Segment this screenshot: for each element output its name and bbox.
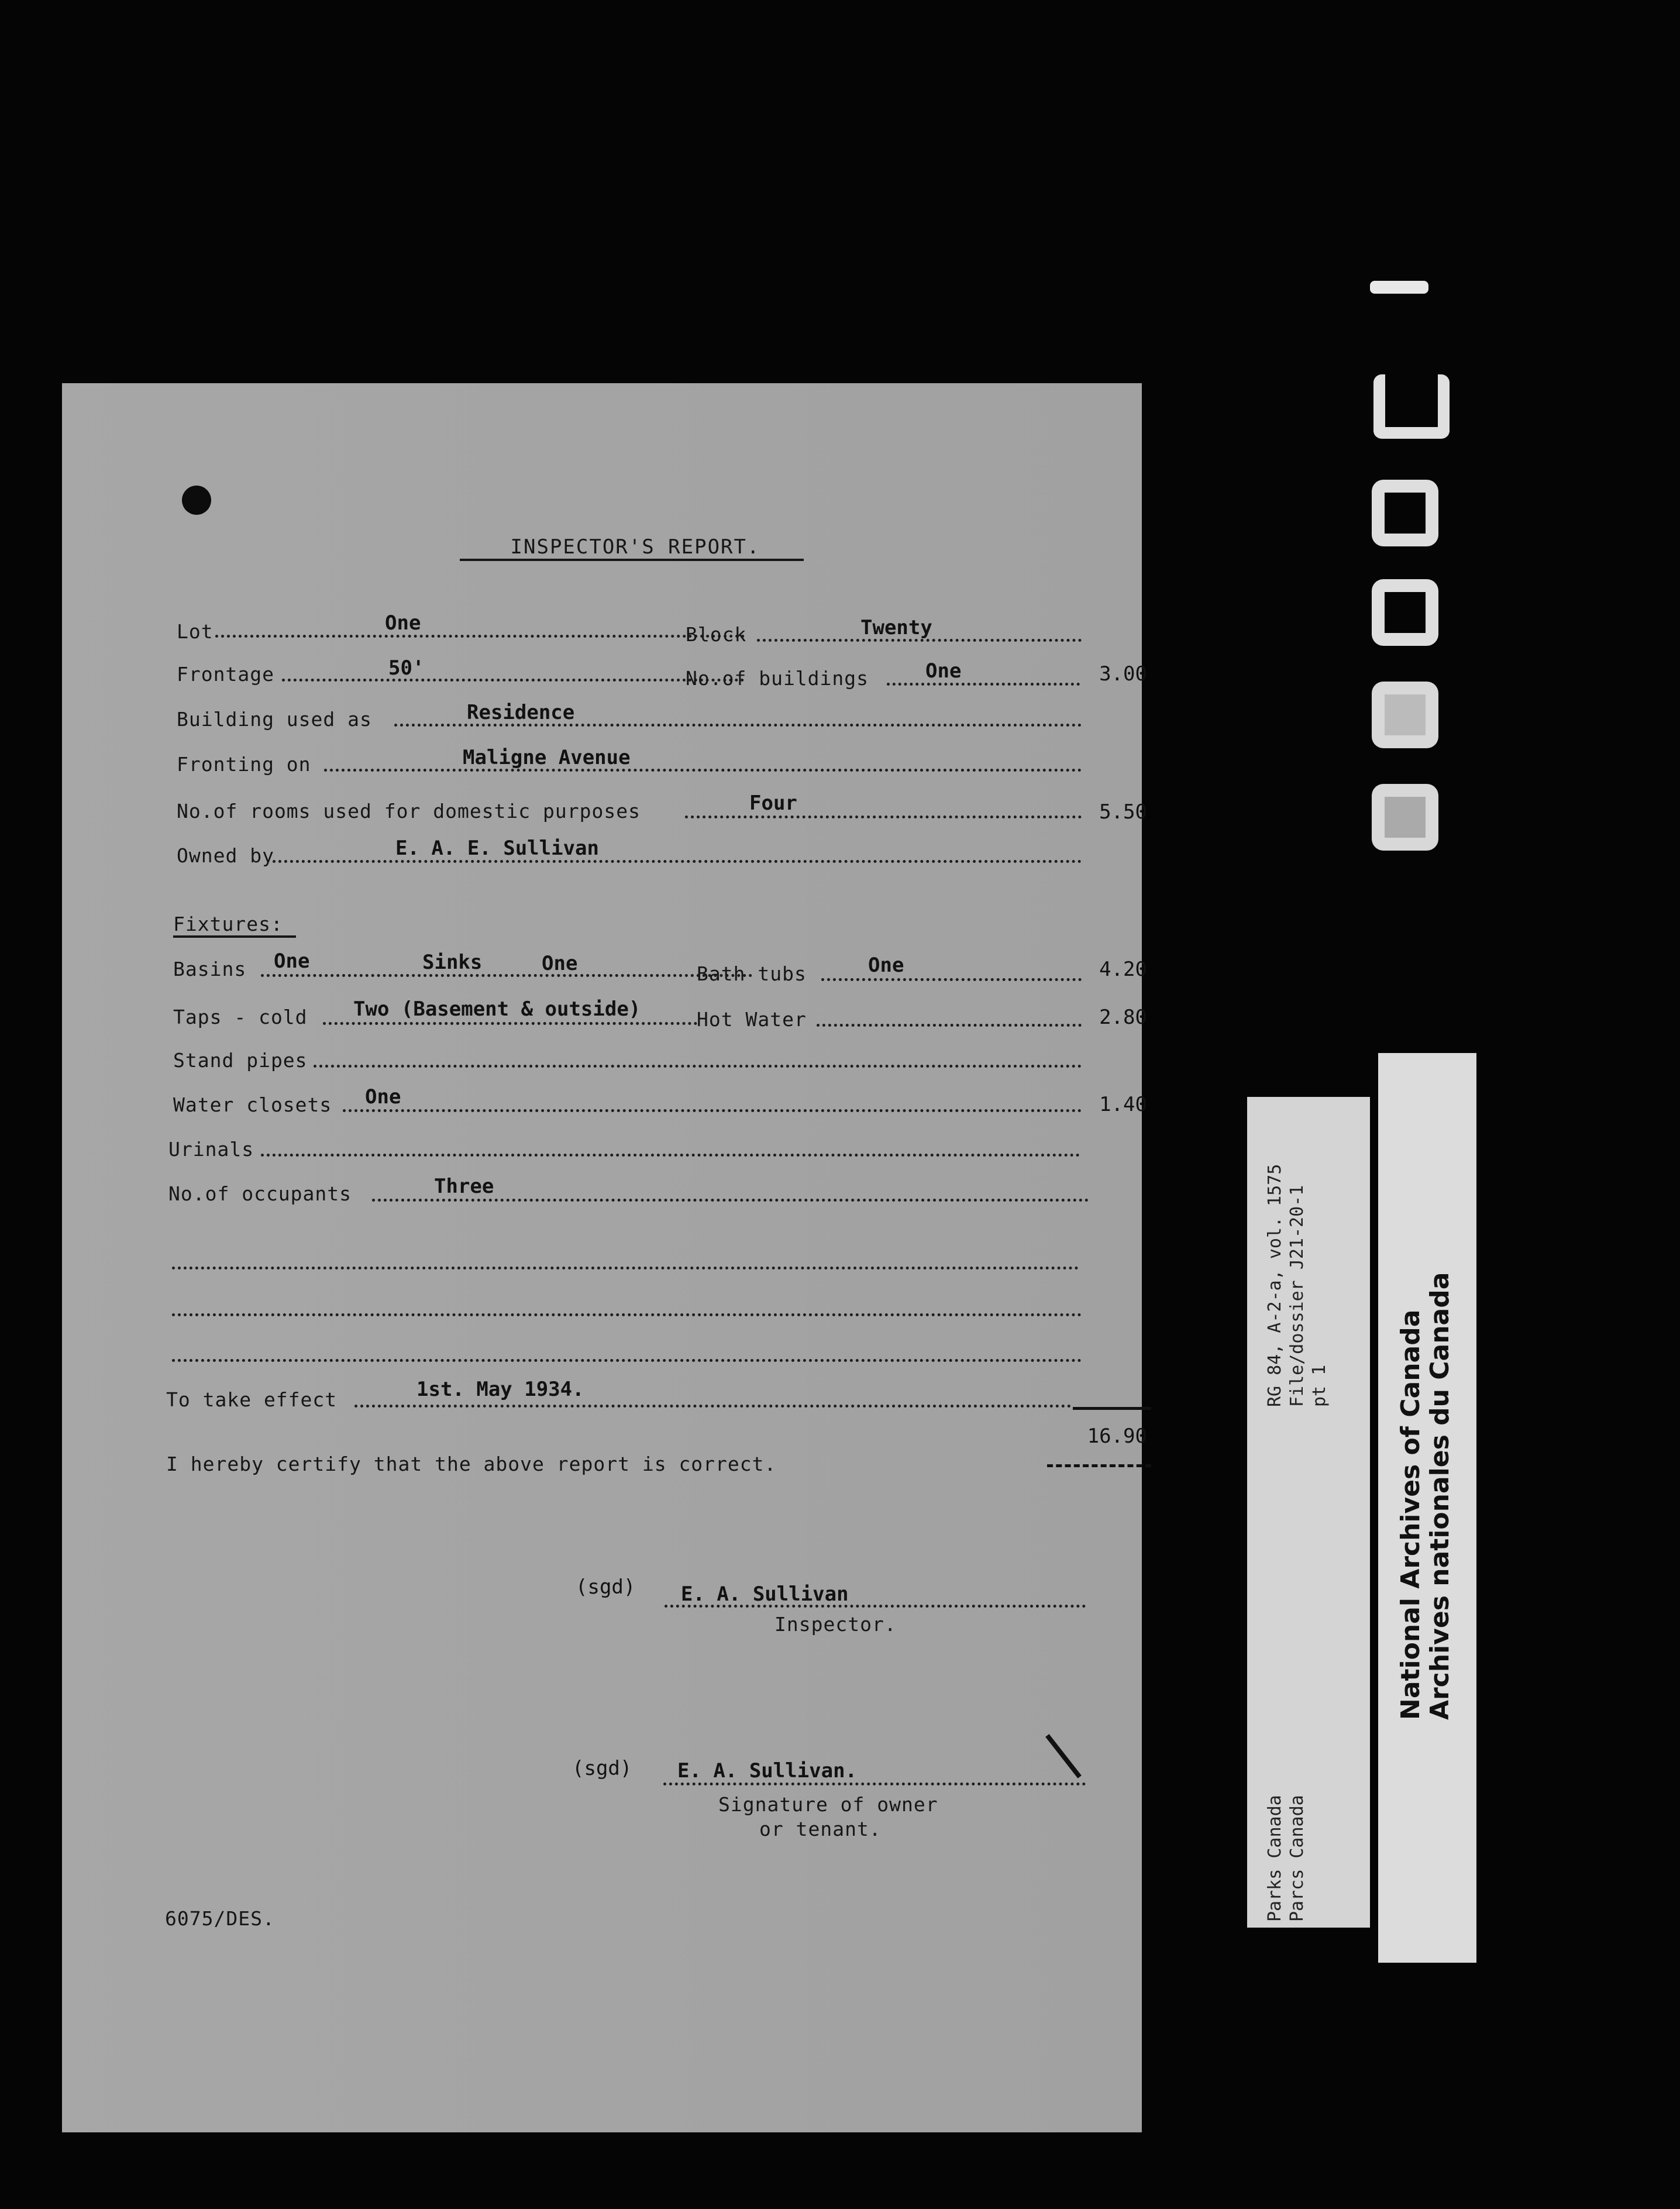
used-as-value: Residence xyxy=(467,701,575,724)
owner-signature-name: E. A. Sullivan. xyxy=(677,1759,858,1783)
sgd-marker-inspector: (sgd) xyxy=(576,1575,636,1599)
total-amount: 16.90 xyxy=(1087,1425,1147,1448)
blank-line xyxy=(172,1313,1082,1316)
total-double-dash xyxy=(1047,1464,1151,1467)
film-digit-0 xyxy=(1372,784,1438,851)
stand-pipes-leader xyxy=(314,1065,1082,1068)
urinals-label: Urinals xyxy=(168,1138,254,1161)
blank-line xyxy=(172,1267,1079,1269)
basins-leader xyxy=(261,974,752,977)
inspector-signature-name: E. A. Sullivan xyxy=(681,1582,849,1606)
reference-line-1: RG 84, A-2-a, vol. 1575 xyxy=(1265,1164,1285,1407)
hot-water-label: Hot Water xyxy=(697,1008,807,1031)
basins-value: One xyxy=(274,949,310,973)
frontage-leader xyxy=(282,679,744,682)
sinks-value: One xyxy=(542,952,578,975)
reference-line-3: pt 1 xyxy=(1309,1364,1330,1407)
bathtubs-value: One xyxy=(868,954,904,977)
owned-value: E. A. E. Sullivan xyxy=(395,837,599,860)
archive-name-line-2: Archives nationales du Canada xyxy=(1425,1272,1455,1720)
bathtubs-amount: 4.20 xyxy=(1099,958,1147,981)
form-code: 6075/DES. xyxy=(165,1907,275,1930)
buildings-label: No.of buildings xyxy=(686,667,869,690)
lot-value: One xyxy=(385,611,421,635)
effect-leader xyxy=(354,1405,1071,1408)
stand-pipes-label: Stand pipes xyxy=(173,1049,308,1072)
title-underline xyxy=(460,559,804,561)
taps-leader xyxy=(323,1022,697,1025)
hot-water-amount: 2.80 xyxy=(1099,1006,1147,1029)
basins-label: Basins xyxy=(173,958,247,980)
block-label: Block xyxy=(686,623,747,646)
owner-signature-line xyxy=(663,1783,1086,1785)
inspector-report-card xyxy=(62,383,1147,2132)
water-closets-amount: 1.40 xyxy=(1099,1093,1147,1116)
buildings-leader xyxy=(887,683,1080,686)
effect-label: To take effect xyxy=(166,1388,338,1411)
block-value: Twenty xyxy=(860,616,932,639)
fixtures-label: Fixtures: xyxy=(173,913,283,935)
film-digit-0 xyxy=(1372,480,1438,546)
frontage-label: Frontage xyxy=(177,663,274,686)
bathtubs-leader xyxy=(821,978,1082,981)
used-as-label: Building used as xyxy=(177,708,372,731)
archive-name-line-1: National Archives of Canada xyxy=(1396,1309,1426,1720)
rooms-amount: 5.50 xyxy=(1099,800,1147,824)
fronting-value: Maligne Avenue xyxy=(463,746,631,769)
owner-caption-2: or tenant. xyxy=(759,1818,882,1840)
owned-label: Owned by xyxy=(177,844,274,867)
inspector-signature-line xyxy=(665,1605,1086,1608)
total-sum-line xyxy=(1073,1407,1151,1410)
rooms-leader xyxy=(685,816,1082,818)
agency-line-1: Parks Canada xyxy=(1265,1795,1285,1922)
bathtubs-label: Bath tubs xyxy=(697,962,807,985)
hot-water-leader xyxy=(817,1024,1082,1027)
urinals-leader xyxy=(261,1154,1080,1157)
buildings-value: One xyxy=(925,659,962,683)
check-mark xyxy=(1045,1734,1082,1778)
frontage-value: 50' xyxy=(388,656,425,680)
water-closets-label: Water closets xyxy=(173,1093,332,1116)
film-digit-0 xyxy=(1372,579,1438,646)
film-digit-0 xyxy=(1372,682,1438,748)
film-digit-mark xyxy=(1370,281,1428,294)
owner-caption-1: Signature of owner xyxy=(718,1793,938,1816)
taps-value: Two (Basement & outside) xyxy=(353,997,641,1021)
inspector-caption: Inspector. xyxy=(774,1613,897,1636)
occupants-value: Three xyxy=(434,1175,494,1198)
archive-reference-label xyxy=(1247,1097,1370,1928)
effect-value: 1st. May 1934. xyxy=(416,1378,584,1401)
occupants-label: No.of occupants xyxy=(168,1182,352,1205)
rooms-label: No.of rooms used for domestic purposes xyxy=(177,800,641,823)
owned-leader xyxy=(273,860,1082,863)
fixtures-underline xyxy=(173,935,296,938)
reference-line-2: File/dossier J21-20-1 xyxy=(1287,1185,1307,1407)
certify-statement: I hereby certify that the above report is correct. xyxy=(166,1453,777,1475)
sgd-marker-owner: (sgd) xyxy=(572,1757,632,1780)
lot-label: Lot xyxy=(177,620,214,643)
rooms-value: Four xyxy=(749,792,797,815)
occupants-leader xyxy=(372,1199,1089,1202)
archive-name-label xyxy=(1378,1053,1476,1963)
report-title: INSPECTOR'S REPORT. xyxy=(510,535,760,559)
buildings-amount: 3.00 xyxy=(1099,662,1147,686)
fronting-leader xyxy=(324,769,1082,772)
punch-hole xyxy=(182,486,211,515)
lot-leader xyxy=(215,635,745,638)
water-closets-leader xyxy=(343,1109,1082,1112)
agency-line-2: Parcs Canada xyxy=(1287,1795,1307,1922)
blank-line xyxy=(172,1359,1082,1362)
sinks-label: Sinks xyxy=(422,951,483,974)
taps-label: Taps - cold xyxy=(173,1006,308,1028)
water-closets-value: One xyxy=(365,1085,401,1109)
fronting-label: Fronting on xyxy=(177,753,311,776)
film-digit-4 xyxy=(1373,374,1450,439)
